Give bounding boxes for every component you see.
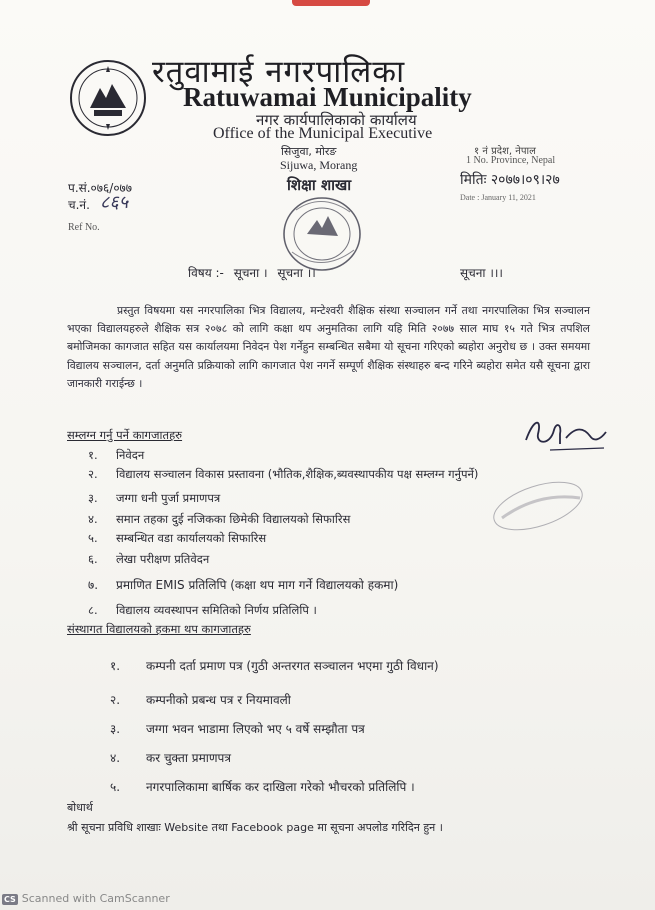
attachments-heading: सम्लग्न गर्नु पर्ने कागजातहरु — [67, 428, 183, 442]
province-english: 1 No. Province, Nepal — [466, 155, 556, 166]
list-item: ३. जग्गा भवन भाडामा लिएको भए ५ वर्षे सम्झौता पत्र — [110, 722, 365, 736]
office-name-nepali: नगर कार्यपालिकाको कार्यालय — [256, 111, 417, 129]
list-item: ३. जग्गा धनी पुर्जा प्रमाणपत्र — [88, 491, 221, 505]
list-item: ७. प्रमाणित EMIS प्रतिलिपि (कक्षा थप माग गर्ने विद्यालयको हकमा) — [88, 578, 399, 592]
date-english: Date : January 11, 2021 — [460, 193, 536, 202]
list-item: ४. समान तहका दुई नजिकका छिमेकी विद्यालयको सिफारिस — [88, 512, 351, 526]
subject-text-3: सूचना ।।। — [460, 266, 503, 280]
office-name-english: Office of the Municipal Executive — [213, 125, 433, 142]
place-nepali: सिजुवा, मोरङ — [281, 145, 337, 158]
subject-text-2: सूचना ।। — [277, 266, 316, 280]
place-english: Sijuwa, Morang — [280, 158, 358, 172]
list-item: ५. नगरपालिकामा बार्षिक कर दाखिला गरेको भौचरको प्रतिलिपि । — [110, 780, 415, 794]
province-nepali: १ नं प्रदेश, नेपाल — [474, 146, 536, 157]
chalani-number-handwritten: ८६५ — [100, 192, 129, 213]
patra-sankhya: प.सं.०७६/०७७ — [68, 181, 133, 195]
faint-stamp-icon — [488, 478, 588, 534]
municipality-name-english: Ratuwamai Municipality — [183, 82, 472, 112]
list-item: ६. लेखा परीक्षण प्रतिवेदन — [88, 552, 210, 566]
section-name: शिक्षा शाखा — [287, 176, 352, 194]
camscanner-icon: CS — [4, 895, 16, 904]
list-item: ५. सम्बन्धित वडा कार्यालयको सिफारिस — [88, 531, 267, 545]
list-item: ८. विद्यालय व्यवस्थापन समितिको निर्णय प्रतिलिपि । — [88, 603, 317, 617]
notice-body: प्रस्तुत विषयमा यस नगरपालिका भित्र विद्यालय, मन्टेश्वरी शैक्षिक संस्था सञ्चालन गर्ने तथा नगरपालिका भित्र सञ्चालन भएका विद्यालयहरुले शैक्षिक सत्र २०७८ को लागि कक्षा थप अनुमतिका लागि यहि मिति २०७७ साल माघ १५ गते भित्र तपशिल बमोजिमका कागजात सहित यस कार्यालयमा निवेदन पेश गर्नेहुन सम्बन्धित सबैमा यो सूचना गरिएको ब्यहोरा अनुरोध छ । उक्त समयमा विद्यालय सञ्चालन, दर्ता अनुमति प्रक्रियाको लागि कागजात पेश नगर्ने सम्पूर्ण शैक्षिक संस्थाहरु बन्द गरिने ब्यहोरा समेत यसै सूचना द्वारा जानकारी गराईन्छ । — [67, 304, 590, 390]
list-item: ४. कर चुक्ता प्रमाणपत्र — [110, 751, 231, 765]
municipality-emblem-icon — [68, 58, 148, 138]
signature-icon — [520, 410, 610, 456]
date-nepali: मितिः २०७७।०९।२७ — [460, 172, 560, 188]
list-item: १. कम्पनी दर्ता प्रमाण पत्र (गुठी अन्तरगत सञ्चालन भएमा गुठी विधान) — [110, 659, 439, 673]
institutional-heading: संस्थागत विद्यालयको हकमा थप कागजातहरु — [67, 622, 251, 636]
scanner-watermark: CS Scanned with CamScanner — [4, 892, 170, 905]
municipality-name-nepali: रतुवामाई नगरपालिका — [152, 54, 406, 90]
list-item: १. निवेदन — [88, 448, 145, 462]
subject-text-1: सूचना । — [233, 266, 268, 280]
red-top-mark — [292, 0, 370, 6]
subject-line — [188, 264, 316, 281]
ref-no-label: Ref No. — [68, 222, 100, 233]
list-item: २. कम्पनीको प्रबन्ध पत्र र नियमावली — [110, 693, 291, 707]
chalani-label: च.नं. — [68, 198, 90, 212]
bodhartha-label: बोधार्थ — [67, 801, 93, 814]
list-item: २. विद्यालय सञ्चालन विकास प्रस्तावना (भौतिक,शैक्षिक,ब्यवस्थापकीय पक्ष सम्लग्न गर्नुपर्ने) — [88, 467, 479, 481]
subject-label: विषय :- — [188, 266, 224, 280]
bodhartha-note: श्री सूचना प्रविधि शाखाः Website तथा Facebook page मा सूचना अपलोड गरिदिन हुन । — [67, 821, 443, 834]
